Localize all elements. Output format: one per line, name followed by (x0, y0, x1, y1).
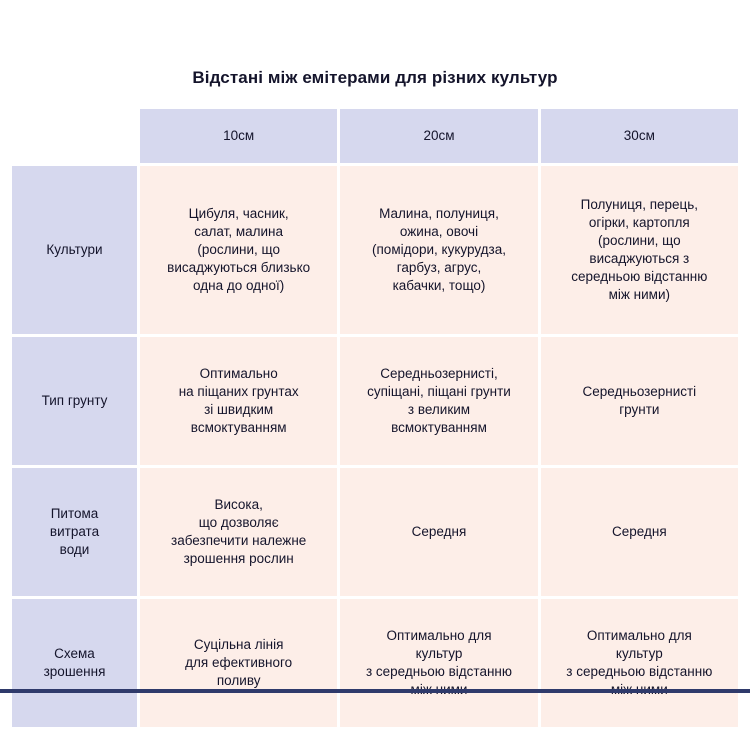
cell-irrigation-scheme-10cm: Суцільна лінія для ефективного поливу (140, 599, 337, 727)
table-row (12, 599, 738, 727)
cell-crops-20cm: Малина, полуниця, ожина, овочі (помідори, кукурудза, гарбуз, агрус, кабачки, тощо) (340, 166, 537, 334)
cell-water-consumption-20cm: Середня (340, 468, 537, 596)
table-row (12, 337, 738, 465)
row-header-water-consumption: Питома витрата води (12, 468, 137, 596)
table-row (12, 166, 738, 334)
row-header-soil-type: Тип грунту (12, 337, 137, 465)
table-row (12, 468, 738, 596)
row-header-irrigation-scheme: Схема зрошення (12, 599, 137, 727)
column-header-30cm: 30см (541, 109, 738, 163)
page-title: Відстані між емітерами для різних культур (192, 68, 558, 87)
table-header (12, 109, 738, 163)
cell-soil-type-30cm: Середньозернисті грунти (541, 337, 738, 465)
comparison-table (9, 106, 741, 730)
column-header-10cm: 10см (140, 109, 337, 163)
bottom-divider (0, 689, 750, 693)
table-header-row (12, 109, 738, 163)
table-corner-blank (12, 109, 137, 163)
cell-water-consumption-10cm: Висока, що дозволяє забезпечити належне зрошення рослин (140, 468, 337, 596)
cell-irrigation-scheme-20cm: Оптимально для культур з середньою відстанню (340, 599, 537, 727)
column-header-20cm: 20см (340, 109, 537, 163)
table-body (12, 166, 738, 727)
cell-water-consumption-30cm: Середня (541, 468, 738, 596)
cell-crops-10cm: Цибуля, часник, салат, малина (рослини, що висаджуються близько одна до одної) (140, 166, 337, 334)
cell-soil-type-10cm: Оптимально на піщаних грунтах зі швидким всмоктуванням (140, 337, 337, 465)
row-header-crops: Культури (12, 166, 137, 334)
cell-irrigation-scheme-30cm: Оптимально для культур з середньою відстанню (541, 599, 738, 727)
cell-crops-30cm: Полуниця, перець, огірки, картопля (рослини, що висаджуються з середньою відстанню між ними) (541, 166, 738, 334)
cell-soil-type-20cm: Середньозернисті, супіщані, піщані грунти з великим всмоктуванням (340, 337, 537, 465)
